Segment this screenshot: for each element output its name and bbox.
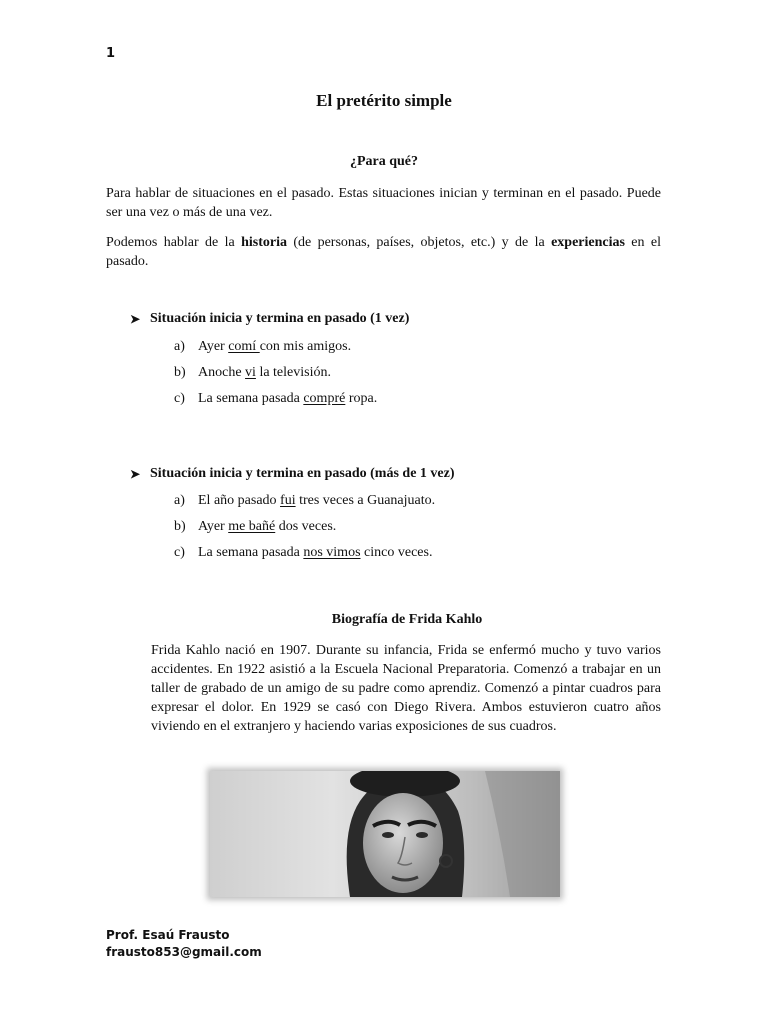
list-marker: b) bbox=[174, 519, 186, 534]
history-text-3: en el pasado. bbox=[106, 235, 661, 269]
list-item bbox=[174, 360, 377, 386]
page-title: El pretérito simple bbox=[316, 91, 452, 110]
list-item bbox=[174, 540, 435, 566]
underlined-verb: fui bbox=[280, 493, 296, 508]
list-marker: b) bbox=[174, 365, 186, 380]
list-item-text: El año pasado fui tres veces a Guanajuato. bbox=[198, 493, 436, 508]
list-item bbox=[174, 334, 377, 360]
bullet-heading-text: Situación inicia y termina en pasado (más de 1 vez) bbox=[150, 466, 455, 481]
bullet-heading-multiple bbox=[130, 466, 455, 482]
list-item-text: Anoche vi la televisión. bbox=[198, 365, 331, 380]
history-paragraph bbox=[106, 233, 661, 271]
list-item-text: Ayer me bañé dos veces. bbox=[198, 519, 337, 534]
underlined-verb: comí bbox=[228, 339, 260, 354]
underlined-verb: me bañé bbox=[228, 519, 276, 534]
underlined-verb: nos vimos bbox=[303, 545, 361, 560]
history-bold-term: historia bbox=[241, 235, 287, 250]
list-item bbox=[174, 514, 435, 540]
list-item-text: La semana pasada nos vimos cinco veces. bbox=[198, 545, 433, 560]
page-number: 1 bbox=[106, 46, 116, 61]
history-text-1: Podemos hablar de la bbox=[106, 235, 242, 250]
footer-email: frausto853@gmail.com bbox=[106, 945, 262, 959]
arrow-bullet-icon: ➤ bbox=[130, 466, 141, 481]
bullet-heading-text: Situación inicia y termina en pasado (1 vez) bbox=[150, 311, 410, 326]
biography-paragraph: Frida Kahlo nació en 1907. Durante su infancia, Frida se enfermó mucho y tuvo varios accidentes. En 1922 asistió a la Escuela Nacional Preparatoria. Comenzó a trabajar en un taller de grabado de un amigo de su padre como aprendiz. Comenzó a pintar cuadros para expresar el dolor. En 1929 se casó con Diego Rivera. Ambos estuvieron cuatro años viviendo en el extranjero y haciendo varias exposiciones de sus cuadros. bbox=[151, 643, 661, 734]
arrow-bullet-icon: ➤ bbox=[130, 311, 141, 326]
bullet-heading-once bbox=[130, 311, 409, 327]
list-marker: a) bbox=[174, 493, 185, 508]
example-list-multiple bbox=[174, 488, 435, 566]
intro-paragraph: Para hablar de situaciones en el pasado. Estas situaciones inician y terminan en el pasado. Puede ser una vez o más de una vez. bbox=[106, 186, 661, 220]
history-text-2: (de personas, países, objetos, etc.) y de la bbox=[286, 235, 552, 250]
underlined-verb: compré bbox=[303, 391, 346, 406]
list-marker: a) bbox=[174, 339, 185, 354]
biography-title: Biografía de Frida Kahlo bbox=[331, 612, 483, 627]
example-list-once bbox=[174, 334, 377, 412]
list-marker: c) bbox=[174, 545, 185, 560]
list-item bbox=[174, 386, 377, 412]
list-item-text: Ayer comí con mis amigos. bbox=[198, 339, 352, 354]
portrait-photo bbox=[210, 771, 560, 897]
experiences-bold-term: experiencias bbox=[551, 235, 625, 250]
footer-author: Prof. Esaú Frausto bbox=[106, 928, 230, 942]
list-item-text: La semana pasada compré ropa. bbox=[198, 391, 378, 406]
portrait-illustration bbox=[210, 771, 560, 897]
section-subtitle: ¿Para qué? bbox=[349, 154, 419, 169]
list-item bbox=[174, 488, 435, 514]
list-marker: c) bbox=[174, 391, 185, 406]
underlined-verb: vi bbox=[245, 365, 256, 380]
